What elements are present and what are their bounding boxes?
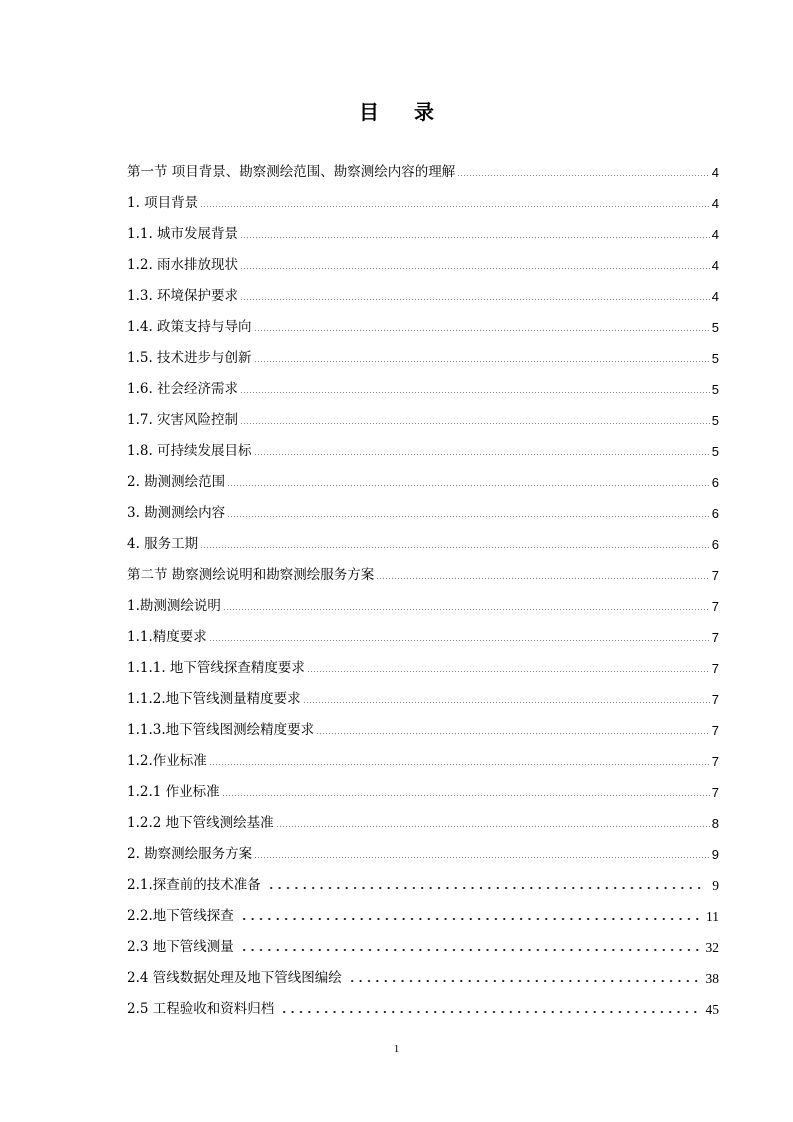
toc-entry-label: 1.2.作业标准 bbox=[127, 752, 207, 769]
toc-entry-page: 8 bbox=[711, 816, 719, 831]
toc-entry-label: 1.1.2.地下管线测量精度要求 bbox=[127, 690, 301, 707]
toc-entry-page: 38 bbox=[705, 970, 719, 986]
dot-leader bbox=[254, 857, 710, 858]
toc-entry-page: 7 bbox=[711, 568, 719, 583]
toc-entry[interactable] bbox=[127, 210, 719, 241]
toc-entry-label: 2.1.探查前的技术准备 bbox=[127, 876, 261, 893]
toc-entry-label: 1.3. 环境保护要求 bbox=[127, 287, 239, 304]
toc-entry-page: 11 bbox=[706, 908, 719, 924]
toc-entry-label: 2. 勘察测绘服务方案 bbox=[127, 845, 253, 862]
toc-entry-page: 6 bbox=[711, 475, 719, 490]
toc-entry-page: 7 bbox=[711, 785, 719, 800]
toc-entry-page: 4 bbox=[711, 196, 719, 211]
toc-entry-label: 1.7. 灾害风险控制 bbox=[127, 411, 239, 428]
toc-entry-label: 1.4. 政策支持与导向 bbox=[127, 318, 252, 335]
page-number: 1 bbox=[393, 1043, 400, 1055]
toc-entry[interactable] bbox=[127, 675, 719, 706]
dot-leader bbox=[240, 949, 700, 951]
toc-entry[interactable] bbox=[127, 272, 719, 303]
toc-entry[interactable] bbox=[127, 303, 719, 334]
toc-entry-label: 第一节 项目背景、勘察测绘范围、勘察测绘内容的理解 bbox=[127, 163, 456, 180]
toc-entry-page: 4 bbox=[711, 165, 719, 180]
toc-entry-label: 1.2.2 地下管线测绘基准 bbox=[127, 814, 274, 831]
toc-entry-label: 第二节 勘察测绘说明和勘察测绘服务方案 bbox=[127, 566, 375, 583]
toc-entry-page: 5 bbox=[711, 413, 719, 428]
toc-entry-page: 45 bbox=[705, 1001, 719, 1017]
toc-entry-label: 2.4 管线数据处理及地下管线图编绘 bbox=[127, 969, 342, 986]
toc-entry-label: 1.2.1 作业标准 bbox=[127, 783, 220, 800]
dot-leader bbox=[223, 609, 710, 610]
toc-entry-page: 7 bbox=[711, 692, 719, 707]
dot-leader bbox=[240, 299, 710, 300]
toc-title: 目 录 bbox=[359, 100, 448, 124]
toc-entry[interactable] bbox=[127, 737, 719, 768]
toc-entry[interactable] bbox=[127, 954, 719, 985]
toc-entry[interactable] bbox=[127, 427, 719, 458]
dot-leader bbox=[227, 516, 710, 517]
dot-leader bbox=[240, 237, 710, 238]
toc-entry[interactable] bbox=[127, 148, 719, 179]
toc-entry[interactable] bbox=[127, 582, 719, 613]
toc-entry[interactable] bbox=[127, 241, 719, 272]
toc-entry-label: 4. 服务工期 bbox=[127, 535, 199, 552]
toc-entry[interactable] bbox=[127, 489, 719, 520]
dot-leader bbox=[457, 175, 709, 176]
dot-leader bbox=[376, 578, 709, 579]
toc-entry-page: 6 bbox=[711, 537, 719, 552]
toc-entry-page: 5 bbox=[711, 444, 719, 459]
toc-entry[interactable] bbox=[127, 799, 719, 830]
toc-entry-page: 4 bbox=[711, 258, 719, 273]
toc-entry[interactable] bbox=[127, 706, 719, 737]
toc-entry-label: 2. 勘测测绘范围 bbox=[127, 473, 226, 490]
toc-entry-label: 1.勘测测绘说明 bbox=[127, 597, 221, 614]
toc-entry-label: 2.3 地下管线测量 bbox=[127, 938, 234, 955]
dot-leader bbox=[303, 702, 710, 703]
dot-leader bbox=[209, 764, 710, 765]
toc-entry-label: 1.1. 城市发展背景 bbox=[127, 225, 239, 242]
toc-entry-page: 7 bbox=[711, 599, 719, 614]
dot-leader bbox=[254, 330, 710, 331]
dot-leader bbox=[200, 206, 710, 207]
toc-entry[interactable] bbox=[127, 644, 719, 675]
toc-entry-label: 2.5 工程验收和资料归档 bbox=[127, 1000, 275, 1017]
toc-entry[interactable] bbox=[127, 861, 719, 892]
toc-entry[interactable] bbox=[127, 892, 719, 923]
toc-entry[interactable] bbox=[127, 520, 719, 551]
toc-entry-page: 7 bbox=[711, 630, 719, 645]
dot-leader bbox=[254, 454, 710, 455]
toc-entry[interactable] bbox=[127, 768, 719, 799]
dot-leader bbox=[240, 392, 710, 393]
toc-entry[interactable] bbox=[127, 830, 719, 861]
toc-entry-page: 5 bbox=[711, 382, 719, 397]
toc-entry-label: 1.1.1. 地下管线探查精度要求 bbox=[127, 659, 305, 676]
dot-leader bbox=[280, 1011, 699, 1013]
toc-entry-label: 1.6. 社会经济需求 bbox=[127, 380, 239, 397]
toc-entry[interactable] bbox=[127, 551, 719, 582]
toc-entry-page: 6 bbox=[711, 506, 719, 521]
dot-leader bbox=[348, 980, 700, 982]
toc-entry-label: 1.8. 可持续发展目标 bbox=[127, 442, 252, 459]
toc-entry-label: 3. 勘测测绘内容 bbox=[127, 504, 226, 521]
toc-entry-page: 9 bbox=[712, 877, 719, 893]
toc-entry-page: 7 bbox=[711, 723, 719, 738]
toc-entry-label: 1.1.3.地下管线图测绘精度要求 bbox=[127, 721, 315, 738]
toc-entry-page: 7 bbox=[711, 754, 719, 769]
toc-entry-page: 4 bbox=[711, 227, 719, 242]
toc-entry[interactable] bbox=[127, 365, 719, 396]
dot-leader bbox=[267, 887, 706, 889]
toc-entry[interactable] bbox=[127, 179, 719, 210]
dot-leader bbox=[240, 268, 710, 269]
toc-entry[interactable] bbox=[127, 613, 719, 644]
toc-entry[interactable] bbox=[127, 396, 719, 427]
toc-entry[interactable] bbox=[127, 985, 719, 1016]
toc-entry[interactable] bbox=[127, 334, 719, 365]
dot-leader bbox=[200, 547, 710, 548]
toc-entry-label: 1.5. 技术进步与创新 bbox=[127, 349, 252, 366]
toc-entry-page: 32 bbox=[705, 939, 719, 955]
dot-leader bbox=[240, 423, 710, 424]
dot-leader bbox=[227, 485, 710, 486]
toc-entry-page: 7 bbox=[711, 661, 719, 676]
dot-leader bbox=[307, 671, 710, 672]
dot-leader bbox=[209, 640, 710, 641]
dot-leader bbox=[276, 826, 710, 827]
toc-entry-label: 1.1.精度要求 bbox=[127, 628, 207, 645]
dot-leader bbox=[240, 918, 700, 920]
toc-entry-label: 2.2.地下管线探查 bbox=[127, 907, 234, 924]
dot-leader bbox=[254, 361, 710, 362]
table-of-contents bbox=[127, 148, 719, 1016]
toc-entry-page: 5 bbox=[711, 351, 719, 366]
toc-entry-page: 4 bbox=[711, 289, 719, 304]
toc-entry-label: 1. 项目背景 bbox=[127, 194, 199, 211]
toc-entry[interactable] bbox=[127, 923, 719, 954]
toc-entry-label: 1.2. 雨水排放现状 bbox=[127, 256, 239, 273]
toc-entry[interactable] bbox=[127, 458, 719, 489]
dot-leader bbox=[222, 795, 710, 796]
toc-entry-page: 9 bbox=[711, 847, 719, 862]
dot-leader bbox=[316, 733, 710, 734]
toc-entry-page: 5 bbox=[711, 320, 719, 335]
